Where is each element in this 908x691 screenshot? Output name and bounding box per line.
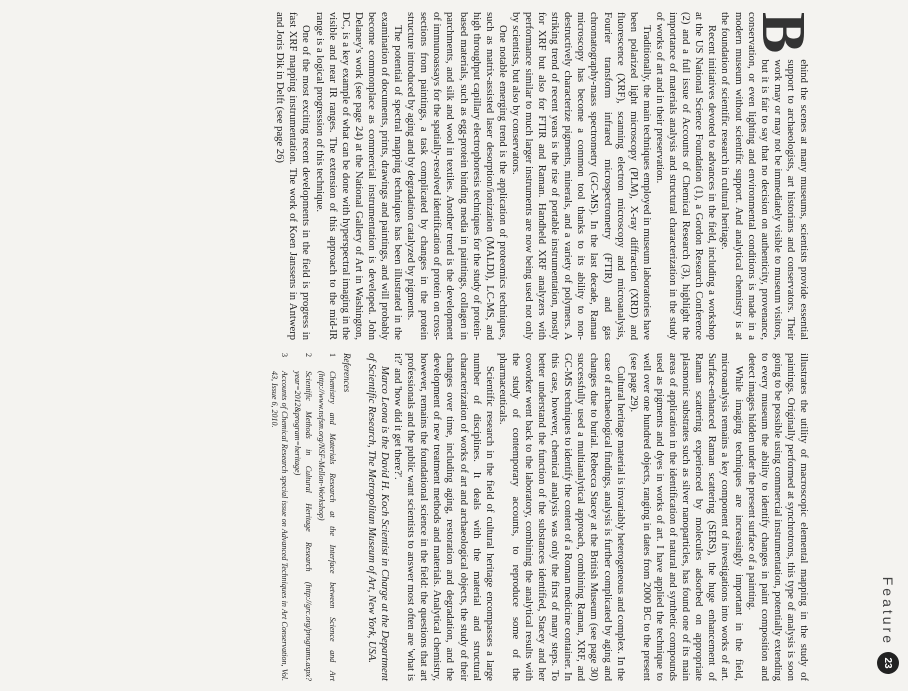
reference-number: 3: [280, 353, 290, 357]
reference-text: Scientific Methods in Cultural Heritage Research (http://grc.org/programs.aspx?year=2012&program=heritage): [293, 371, 313, 681]
intro-paragraph: [718, 12, 817, 340]
reference-item: [316, 353, 337, 681]
reference-text: Chemistry and Materials Research at the Interface between Science and Art (http://www.nsfsm.org/NSF-Mellon-Workshop): [317, 371, 337, 681]
body-paragraph: illustrates the utility of macroscopic elemental mapping in the study of paintings. Originally performed at synchrotrons, this type of analysis is soon going to be possible using commercial instrumentation, potentially extending to every museum the ability to identify changes in paint composition and detect images hidden under the present surface of a painting.: [745, 353, 809, 681]
body-paragraph: Traditionally, the main techniques employed in museum laboratories have been polarized light microscopy (PLM), X-ray diffraction (XRD) and fluorescence (XRF), scanning electron microscopy and microanalysis, Fourier transform infrared microspectrometry (FTIR) and gas chromatography-mass spectrometry (GC-MS). In the last decade, Raman microscopy has become a common tool thanks to its ability to non-destructively characterize pigments, minerals, and a variety of polymers. A striking trend of recent years is the rise of portable instrumentation, mostly for XRF but also for FTIR and Raman. Handheld XRF analyzers with performance similar to much larger instruments are now being used not only by scientists, but also by conservators.: [509, 12, 652, 340]
references-list: [268, 353, 336, 681]
body-paragraph: Recent initiatives devoted to advances in the field, including a workshop at the US National Science Foundation (1), a Gordon Research Conference (2) and a full issue of Accounts of Chemical Research (3), highlight the importance of materials analysis and structural characterization in the study of works of art and in their preservation.: [653, 12, 718, 340]
reference-text: Accounts of Chemical Research special issue on Advanced Techniques in Art Conservation, Vol. 43, Issue 6, 2010.: [269, 371, 290, 681]
page-header: [874, 520, 900, 680]
body-paragraph: Scientific research in the field of cultural heritage encompasses a large number of disciplines. It deals with the material and structural characterization of works of art and archaeological objects, the study of their changes over time, including aging, restoration and degradation, and the development of new treatment methods and materials. Analytical chemistry, however, remains the foundational science in the field: the questions that art professionals and the public want scientists to answer most often are 'what is it?' and 'how did it get there?'.: [392, 353, 495, 681]
drop-cap: B: [749, 12, 817, 54]
author-byline: Marco Leona is the David H. Koch Scientist in Charge at the Department of Scientific Research, The Metropolitan Museum of Art, New York, USA.: [365, 353, 390, 681]
body-paragraph: While imaging techniques are increasingly important in the field, microanalysis remains a key component of investigations into works of art. Surface-enhanced Raman scattering (SERS), the huge enhancement of Raman scattering experienced by molecules adsorbed on appropriate plasmonic substrates such as silver nanoparticles, has found one of its main areas of application in the identification of natural and synthetic compounds used as pigments and dyes in works of art. I have applied the technique to well over one hundred objects, ranging in dates from 2000 BC to the present (see page 29).: [627, 353, 744, 681]
reference-item: [268, 353, 289, 681]
paragraph-text: ehind the scenes at many museums, scientists provide essential support to archaeologists, art historians and conservators. Their work may or may not be immediately visible to museum visitors, but it is fair to say that no decision on authenticity, provenance, conservation, or even lighting and environmental conditions is made in a modern museum without scientific support. And analytical chemistry is at the foundation of scientific research in cultural heritage.: [719, 12, 809, 340]
right-column: [265, 353, 810, 681]
section-label: Feature: [880, 576, 896, 646]
reference-number: 1: [327, 353, 337, 357]
body-paragraph: Cultural heritage material is invariably heterogeneous and complex. In the case of archaeological findings, analysis is further complicated by aging and changes due to burial. Rebecca Stacey at the British Museum (see page 30) successfully used a multianalytical approach, combining Raman, XRF, and GC-MS techniques to identify the content of a Roman medicine container. In this case, however, chemical analysis was only the first of many steps. To better understand the function of the substances identified, Stacey and her coworker went back to the laboratory, combining the analytical results with the study of contemporary accounts, to reproduce some of the pharmaceuticals.: [496, 353, 626, 681]
references-heading: References: [341, 353, 352, 393]
reference-item: [292, 353, 313, 681]
page-number-badge: 23: [877, 652, 899, 674]
body-paragraph: One of the most exciting recent developments in the field is progress in fast XRF mapping instrumentation. The work of Koen Janssens in Antwerp and Joris Dik in Delft (see page 26): [274, 12, 312, 340]
body-paragraph: The potential of spectral mapping techniques has been illustrated in the examination of documents, prints, drawings and paintings, and will probably become commonplace as commercial instrumentation is developed. John Delaney's work (see page 24) at the National Gallery of Art in Washington, DC, is a key example of what can be done with hyperspectral imaging in the visible and near IR ranges. The extension of this approach to the mid-IR range is a logical progression of this technique.: [313, 12, 404, 340]
reference-number: 2: [303, 353, 313, 357]
left-column: [273, 12, 817, 340]
body-paragraph: One notable emerging trend is the application of proteomics techniques, such as matrix-assisted laser desorption/ionization (MALDI), LC-MS, and high throughput capillary electrophoresis techniques for the study of protein-based materials, such as egg-protein binding media in paintings, collagen in parchments, and silk and wool in textiles. Another trend is the development of immunoassays for the spatially-resolved identification of protein on cross-sections from paintings, a task complicated by changes in the protein structure introduced by aging and by degradation catalyzed by pigments.: [405, 12, 508, 340]
